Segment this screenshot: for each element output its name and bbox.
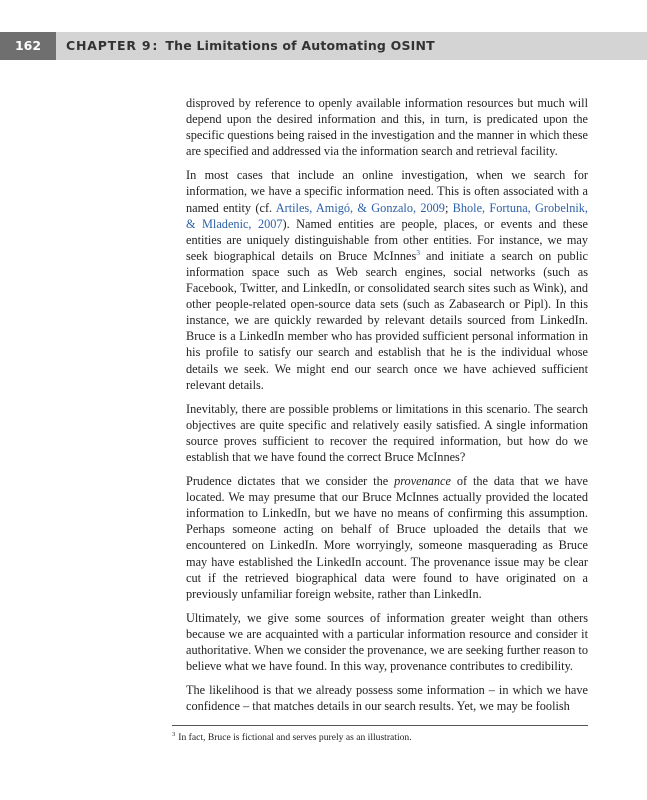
body-text	[186, 95, 588, 722]
paragraph-5: Ultimately, we give some sources of information greater weight than others because we are acquainted with a particular information resource and consider it authoritative. When we consider the provenance, we are seeking further reason to believe what we have found. In this way, provenance contributes to credibility.	[186, 610, 588, 674]
running-header	[0, 32, 647, 60]
footnote-divider	[172, 725, 588, 726]
paragraph-3: Inevitably, there are possible problems or limitations in this scenario. The search objectives are quite specific and relatively easily satisfied. A single information source proves sufficient to recover the required information, but how do we establish that we have found the correct Bruce McInnes?	[186, 401, 588, 464]
paragraph-2-text-c: ). Named entities are people, places, or events and these entities are uniquely distinguishable from other entities. For instance, we may seek biographical details on Bruce McInnes	[186, 216, 588, 263]
footnote-text: In fact, Bruce is fictional and serves purely as an illustration.	[178, 732, 412, 743]
footnote-reference[interactable]: 3	[416, 247, 421, 257]
paragraph-4-text-b: of the data that we have located. We may presume that our Bruce McInnes actually provided the located information to LinkedIn, but we have no means of confirming this assumption. Perhaps someone acting on behalf of Bruce uploaded the details that we encountered on LinkedIn. More worryingly, someone masquerading as Bruce may have established the LinkedIn account. The provenance issue may be clear cut if the retrieved biographical data were found to have originated on a previously unfamiliar foreign website, rather than LinkedIn.	[186, 474, 588, 601]
paragraph-2-text-a: In most cases that include an online investigation, when we search for information, we have a specific information need. This is often associated with a named entity (cf.	[186, 168, 588, 215]
paragraph-4-text-a: Prudence dictates that we consider the	[186, 474, 395, 489]
citation-link-artiles[interactable]: Artiles, Amigó, & Gonzalo, 2009	[275, 200, 445, 215]
paragraph-1: disproved by reference to openly available information resources but much will depend upon the desired information and this, in turn, is predicated upon the specific questions being raised in the investigation and the manner in which these are specified and addressed via the information search and retrieval facility.	[186, 96, 588, 159]
paragraph-2	[186, 167, 588, 392]
chapter-separator: :	[152, 38, 158, 53]
citation-link-bhole[interactable]: Bhole, Fortuna, Grobelnik, & Mladenic, 2007	[186, 200, 588, 231]
paragraph-6: The likelihood is that we already possess some information – in which we have confidence – that matches details in our search results. Yet, we may be foolish	[186, 683, 588, 714]
emphasis-provenance: provenance	[394, 474, 451, 489]
paragraph-2-text-b: ;	[444, 200, 453, 215]
chapter-label: CHAPTER 9	[66, 38, 152, 53]
footnote-number: 3	[172, 731, 176, 738]
chapter-title: The Limitations of Automating OSINT	[165, 38, 435, 53]
paragraph-4	[186, 473, 588, 602]
chapter-heading	[66, 32, 435, 60]
footnote	[172, 732, 588, 744]
paragraph-2-text-d: and initiate a search on public information space such as Web search engines, social networks (such as Facebook, Twitter, and LinkedIn, or consolidated search sites such as Wink), and other people-related open-source data sets (such as Zabasearch or Pipl). In this instance, we are quickly rewarded by relevant details sourced from LinkedIn. Bruce is a LinkedIn member who has provided sufficient personal information in his profile to satisfy our search and establish that he is the individual whose details we seek. We might end our search once we have achieved sufficient relevant details.	[186, 248, 589, 392]
page-number: 162	[0, 32, 56, 60]
